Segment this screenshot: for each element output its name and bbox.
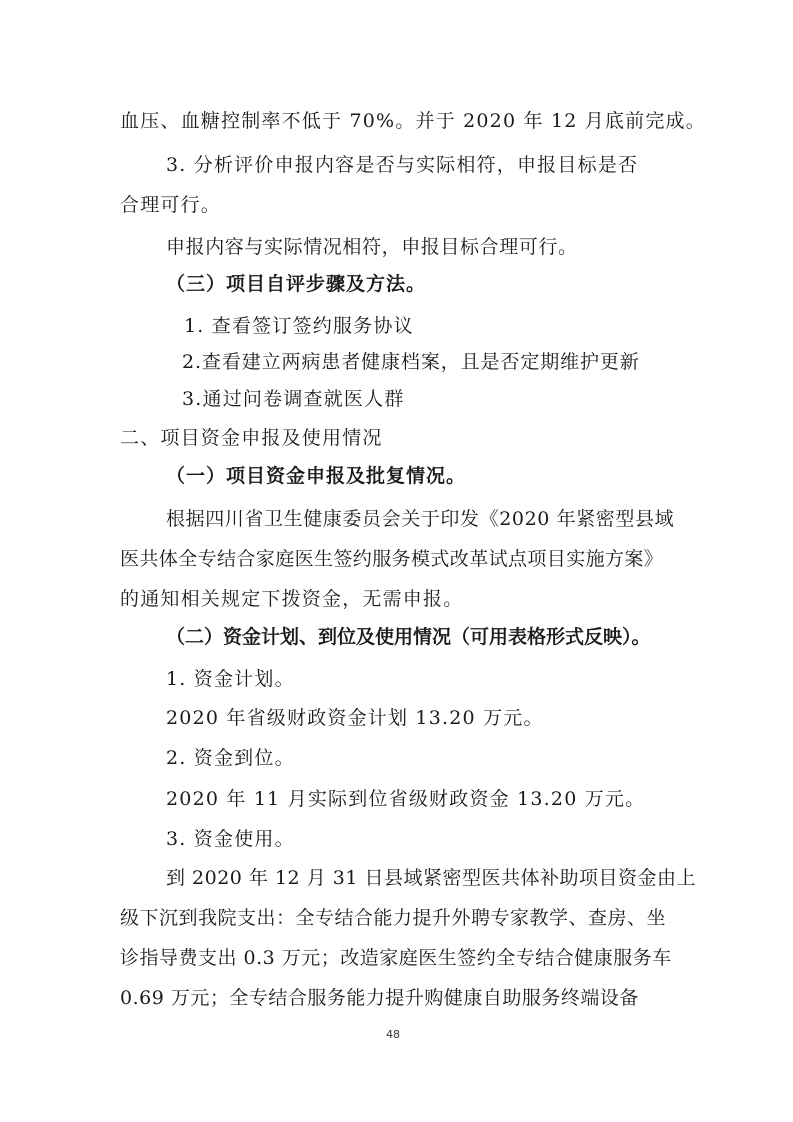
- text-line-19: 3. 资金使用。: [166, 828, 295, 850]
- text-line-16: 2020 年省级财政资金计划 13.20 万元。: [166, 707, 544, 729]
- section-heading-3: （三）项目自评步骤及方法。: [166, 273, 427, 295]
- list-item-2: 2.查看建立两病患者健康档案，且是否定期维护更新: [182, 351, 640, 373]
- chapter-heading-2: 二、项目资金申报及使用情况: [120, 427, 383, 449]
- section-heading-2: （二）资金计划、到位及使用情况（可用表格形式反映）。: [166, 626, 651, 648]
- text-line-13: 的通知相关规定下拨资金，无需申报。: [120, 588, 464, 610]
- list-item-3: 3.通过问卷调查就医人群: [182, 388, 405, 410]
- list-item-1: 1. 查看签订签约服务协议: [184, 315, 414, 337]
- text-line-22: 诊指导费支出 0.3 万元；改造家庭医生签约全专结合健康服务车: [120, 947, 672, 969]
- text-line-2: 3. 分析评价申报内容是否与实际相符，申报目标是否: [166, 154, 639, 176]
- text-line-18: 2020 年 11 月实际到位省级财政资金 13.20 万元。: [166, 788, 646, 810]
- text-line-11: 根据四川省卫生健康委员会关于印发《2020 年紧密型县域: [166, 508, 675, 530]
- text-line-23: 0.69 万元；全专结合服务能力提升购健康自助服务终端设备: [120, 987, 639, 1009]
- text-line-3: 合理可行。: [120, 194, 222, 216]
- section-heading-1: （一）项目资金申报及批复情况。: [166, 465, 467, 487]
- text-line-1: 血压、血糖控制率不低于 70%。并于 2020 年 12 月底前完成。: [120, 110, 706, 132]
- text-line-17: 2. 资金到位。: [166, 747, 295, 769]
- page-number: 48: [386, 1028, 400, 1041]
- text-line-20: 到 2020 年 12 月 31 日县域紧密型医共体补助项目资金由上: [166, 867, 696, 889]
- text-line-12: 医共体全专结合家庭医生签约服务模式改革试点项目实施方案》: [120, 548, 664, 570]
- text-line-15: 1. 资金计划。: [166, 668, 295, 690]
- text-line-21: 级下沉到我院支出：全专结合能力提升外聘专家教学、查房、坐: [120, 907, 667, 929]
- text-line-4: 申报内容与实际情况相符，申报目标合理可行。: [166, 236, 578, 258]
